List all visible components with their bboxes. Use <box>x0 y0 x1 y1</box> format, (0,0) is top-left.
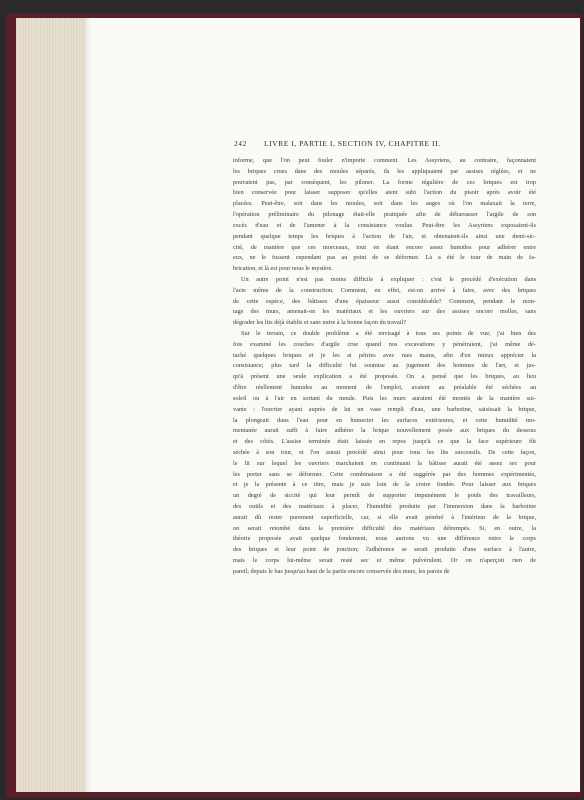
text-line: séchée à son tour, et l'on aurait procédé ainsi pour tous les lits successifs. De cette façon, <box>233 448 536 456</box>
text-line: et des côtés. L'assise terminée était laissée en repos jusqu'à ce que la face supérieure fût <box>233 438 536 446</box>
page-edges <box>16 18 88 792</box>
paragraph <box>233 275 536 329</box>
text-line: l'opération préliminaire du pilonage était-elle pratiquée afin de débarrasser l'argile de son <box>233 211 536 219</box>
text-line: mais le corps lui-même serait resté sec et même pulvérulent. Or on n'aperçoit rien de <box>233 557 536 565</box>
text-line: de cette espèce, des bâtisses d'une épaisseur aussi considérable? Comment, pendant le mon- <box>233 297 536 305</box>
text-line: mentanée aurait suffi à faire adhérer la brique nouvellement posée aux briques du dessous <box>233 427 536 435</box>
text-line: excès d'eau et de l'amener à la consistance voulue. Peut-être les Assyriens exposaient-ils <box>233 221 536 229</box>
text-line: l'acte même de la construction. Comment, en effet, est-on arrivé à faire, avec des briques <box>233 286 536 294</box>
text-line: brication, et là est pour nous le mystère. <box>233 265 333 273</box>
text-line: fois examiné les couches d'argile crue quand nos excavations y pénétraient, j'ai même dé- <box>233 340 536 348</box>
paragraph <box>233 156 536 275</box>
page-number: 242 <box>234 139 247 148</box>
text-line: des briques et leur point de jonction; l'adhérence se serait produite d'une surface à l'autre, <box>233 546 536 554</box>
text-line: vante : l'ouvrier ayant auprès de lui un vase rempli d'eau, une barbotine, saisissait la brique, <box>233 405 536 413</box>
text-line: le lit sur lequel les ouvriers marchaient en continuant la bâtisse aurait été assez sec pour <box>233 459 536 467</box>
paragraph <box>233 329 536 578</box>
text-line: la plongeait dans l'eau pour en humecter les surfaces extérieures, et cette humidité mo- <box>233 416 536 424</box>
text-line: d'être réellement humides au moment de l'emploi, avaient au préalable été séchées au <box>233 384 536 392</box>
text-line: on serait retombé dans la première difficulté des matériaux détrempés. Si, en outre, la <box>233 524 536 532</box>
text-line: Sur le terrain, ce double problème a été envisagé à tous ses points de vue; j'ai bien des <box>241 330 536 337</box>
text-line: taché quelques briques et je les ai pétries avec mes mains, afin d'en mieux apprécier la <box>233 351 536 359</box>
text-line: les briques crues dans des moules séparés, ils les appliquaient par assises réglées, et ne <box>233 167 536 175</box>
text-line: soleil ou à l'air en sortant du moule. Puis les murs auraient été montés de la manière sui- <box>233 394 536 402</box>
text-line: un degré de siccité qui leur permît de supporter impunément le poids des travailleurs, <box>233 492 536 500</box>
body-text <box>233 156 536 578</box>
text-line: informe, que l'on peut fouler n'importe comment. Les Assyriens, au contraire, façonnaient <box>233 157 536 164</box>
text-line: aurait dû rester purement superficielle, car, si elle avait pénétré à l'intérieur de la brique, <box>233 513 536 521</box>
text-line: dégrader les lits déjà établis et sans nuire à la bonne façon du travail? <box>233 319 407 327</box>
text-line: des outils et des matériaux à placer, l'humidité produite par l'immersion dans la barbotine <box>233 503 536 510</box>
text-line: les porter sans se déformer. Cette combinaison a été suggérée par des hommes expérimentés, <box>233 470 536 478</box>
text-line: consistance; plus tard la difficulté fut soumise au jugement des hommes de l'art, et jus- <box>233 362 536 370</box>
text-line: et je la présente à ce titre, mais je suis loin de la croire fondée. Pour laisser aux briques <box>233 481 536 489</box>
text-line: pouvaient pas, par conséquent, les piloner. La forme régulière de ces briques est trop <box>233 178 536 186</box>
page-header <box>234 139 534 151</box>
text-line: cité, de manière que ces morceaux, tout en étant encore assez humides pour adhérer entre <box>233 243 536 251</box>
text-line: théorie proposée avait quelque fondement, nous aurions vu une différence entre le corps <box>233 535 536 543</box>
text-line: tage des murs, amenait-on les matériaux et les ouvriers sur des assises encore molles, sans <box>233 308 536 316</box>
text-line: qu'à présent une seule explication a été proposée. On a pensé que les briques, au lieu <box>233 373 536 381</box>
text-line: pareil; depuis le bas jusqu'au haut de la partie encore conservée des murs, les parois de <box>233 567 450 575</box>
text-line: pendant quelque temps les briques à l'action de l'air, et obtenaient-ils ainsi une demi-sic- <box>233 232 536 240</box>
text-line: eux, ne le fussent cependant pas au point de se déformer. Là a été le tour de main de fa- <box>233 254 536 262</box>
text-line: bien conservée pour laisser supposer qu'elles aient subi l'action du pisoir après avoir été <box>233 189 536 197</box>
text-line: Un autre point n'est pas moins difficile à expliquer : c'est le procédé d'exécution dans <box>241 275 536 283</box>
running-title: LIVRE I, PARTIE I, SECTION IV, CHAPITRE II. <box>264 139 441 148</box>
text-line: placées. Peut-être, soit dans les moules, soit dans les auges où l'on malaxait la terre, <box>233 200 536 208</box>
